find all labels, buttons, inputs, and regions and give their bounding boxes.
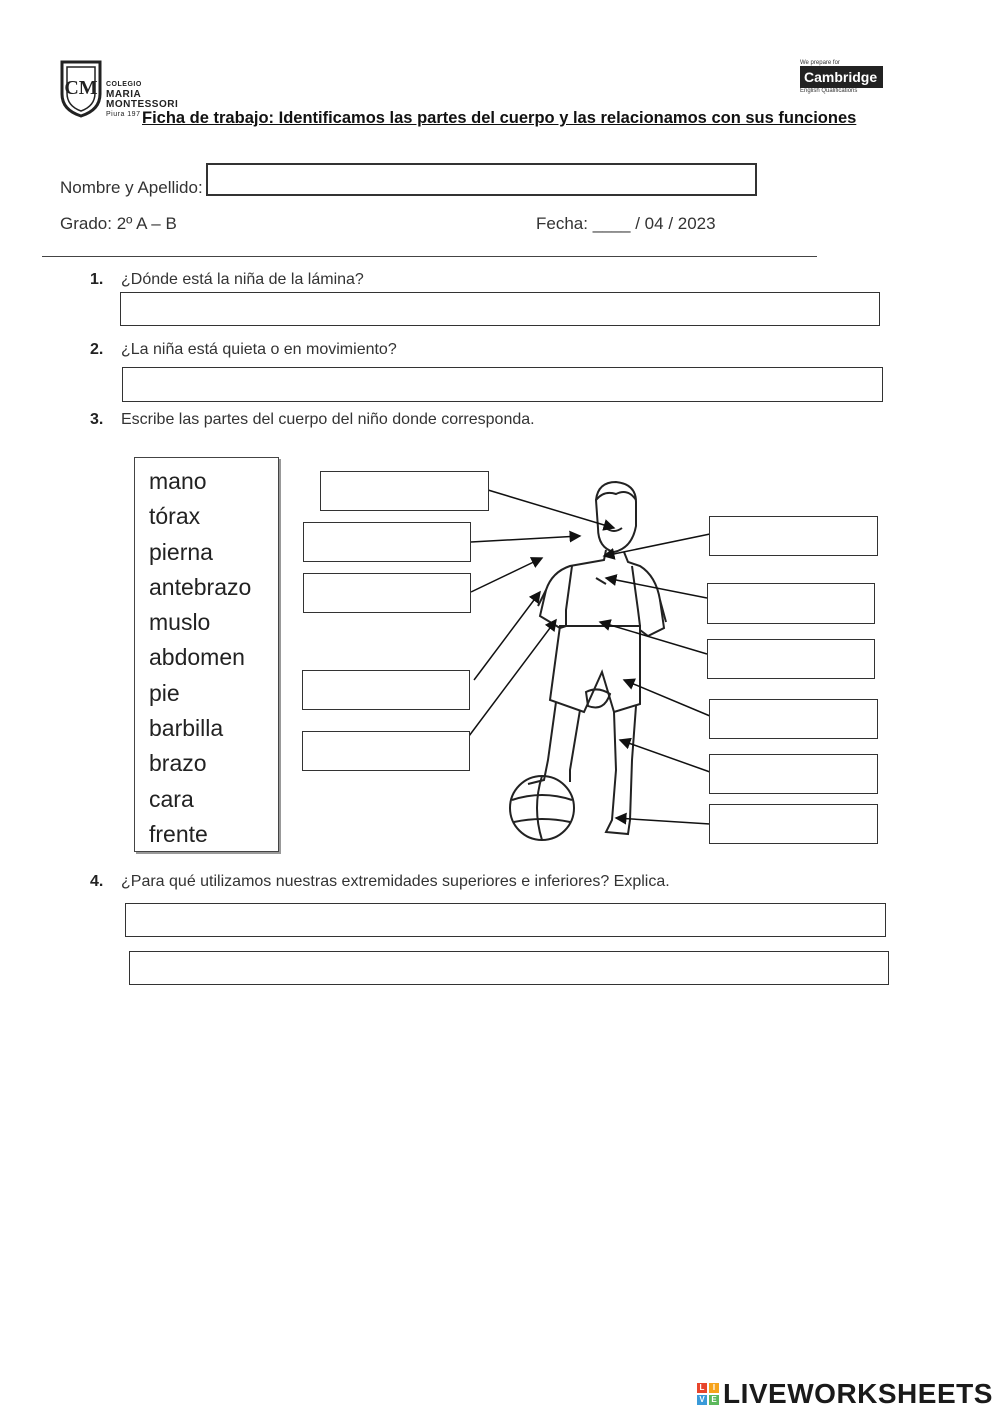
question-4-text: ¿Para qué utilizamos nuestras extremidades superiores e inferiores? Explica. [121,873,670,890]
question-4-answer-input-1[interactable] [125,903,886,937]
word-bank-item: muslo [149,609,211,636]
word-bank-item: pie [149,679,180,706]
label-input-left-2[interactable] [303,522,471,562]
question-4-answer-input-2[interactable] [129,951,889,985]
label-input-right-6[interactable] [709,804,878,844]
label-input-left-5[interactable] [302,731,470,771]
divider [42,256,817,257]
label-input-right-5[interactable] [709,754,878,794]
liveworksheets-logo: L I V E LIVEWORKSHEETS [697,1378,993,1410]
label-input-right-4[interactable] [709,699,878,739]
grade-label: Grado: 2º A – B [60,214,177,233]
word-bank-item: tórax [149,503,201,530]
question-2-text: ¿La niña está quieta o en movimiento? [121,341,397,358]
label-input-right-1[interactable] [709,516,878,556]
arrow-line [624,680,710,716]
question-1-number: 1. [90,271,104,288]
question-2-answer-input[interactable] [122,367,883,402]
arrow-line [474,592,540,680]
label-input-left-3[interactable] [303,573,471,613]
question-1-text: ¿Dónde está la niña de la lámina? [121,271,364,288]
date-label: Fecha: ____ / 04 / 2023 [536,214,716,233]
label-input-right-3[interactable] [707,639,875,679]
label-input-right-2[interactable] [707,583,875,624]
label-arrows [466,490,710,824]
arrow-line [620,740,710,772]
question-1-answer-input[interactable] [120,292,880,326]
cambridge-badge: Cambridge [800,66,883,88]
boy-figure [510,482,666,840]
question-3-number: 3. [90,411,104,428]
arrow-line [604,534,710,556]
liveworksheets-grid-icon: L I V E [697,1383,719,1405]
arrow-line [471,536,580,542]
school-name: COLEGIO MARIA MONTESSORI Piura 197 [106,81,179,118]
arrow-line [488,490,614,528]
arrow-line [600,622,707,654]
word-bank-item: pierna [149,538,213,565]
word-bank-item: antebrazo [149,573,252,600]
label-input-left-4[interactable] [302,670,470,710]
question-2-number: 2. [90,341,104,358]
word-bank-item: barbilla [149,715,224,742]
question-3-text: Escribe las partes del cuerpo del niño donde corresponda. [121,411,535,428]
label-input-left-1[interactable] [320,471,489,511]
svg-text:CM: CM [64,77,98,99]
arrow-line [471,558,542,592]
school-shield-icon [58,58,104,118]
worksheet-title: Ficha de trabajo: Identificamos las partes del cuerpo y las relacionamos con sus funciones [142,109,857,127]
cambridge-logo: We prepare for Cambridge English Qualifications [800,60,896,110]
name-label: Nombre y Apellido: [60,178,203,197]
word-bank-item: cara [149,785,194,812]
question-4-number: 4. [90,873,104,890]
name-input[interactable] [206,163,757,196]
word-bank-item: frente [149,820,208,847]
word-bank-item: brazo [149,750,207,777]
word-bank-item: mano [149,468,207,494]
word-bank-item: abdomen [149,644,245,671]
arrow-line [466,620,556,740]
arrow-line [606,578,707,598]
